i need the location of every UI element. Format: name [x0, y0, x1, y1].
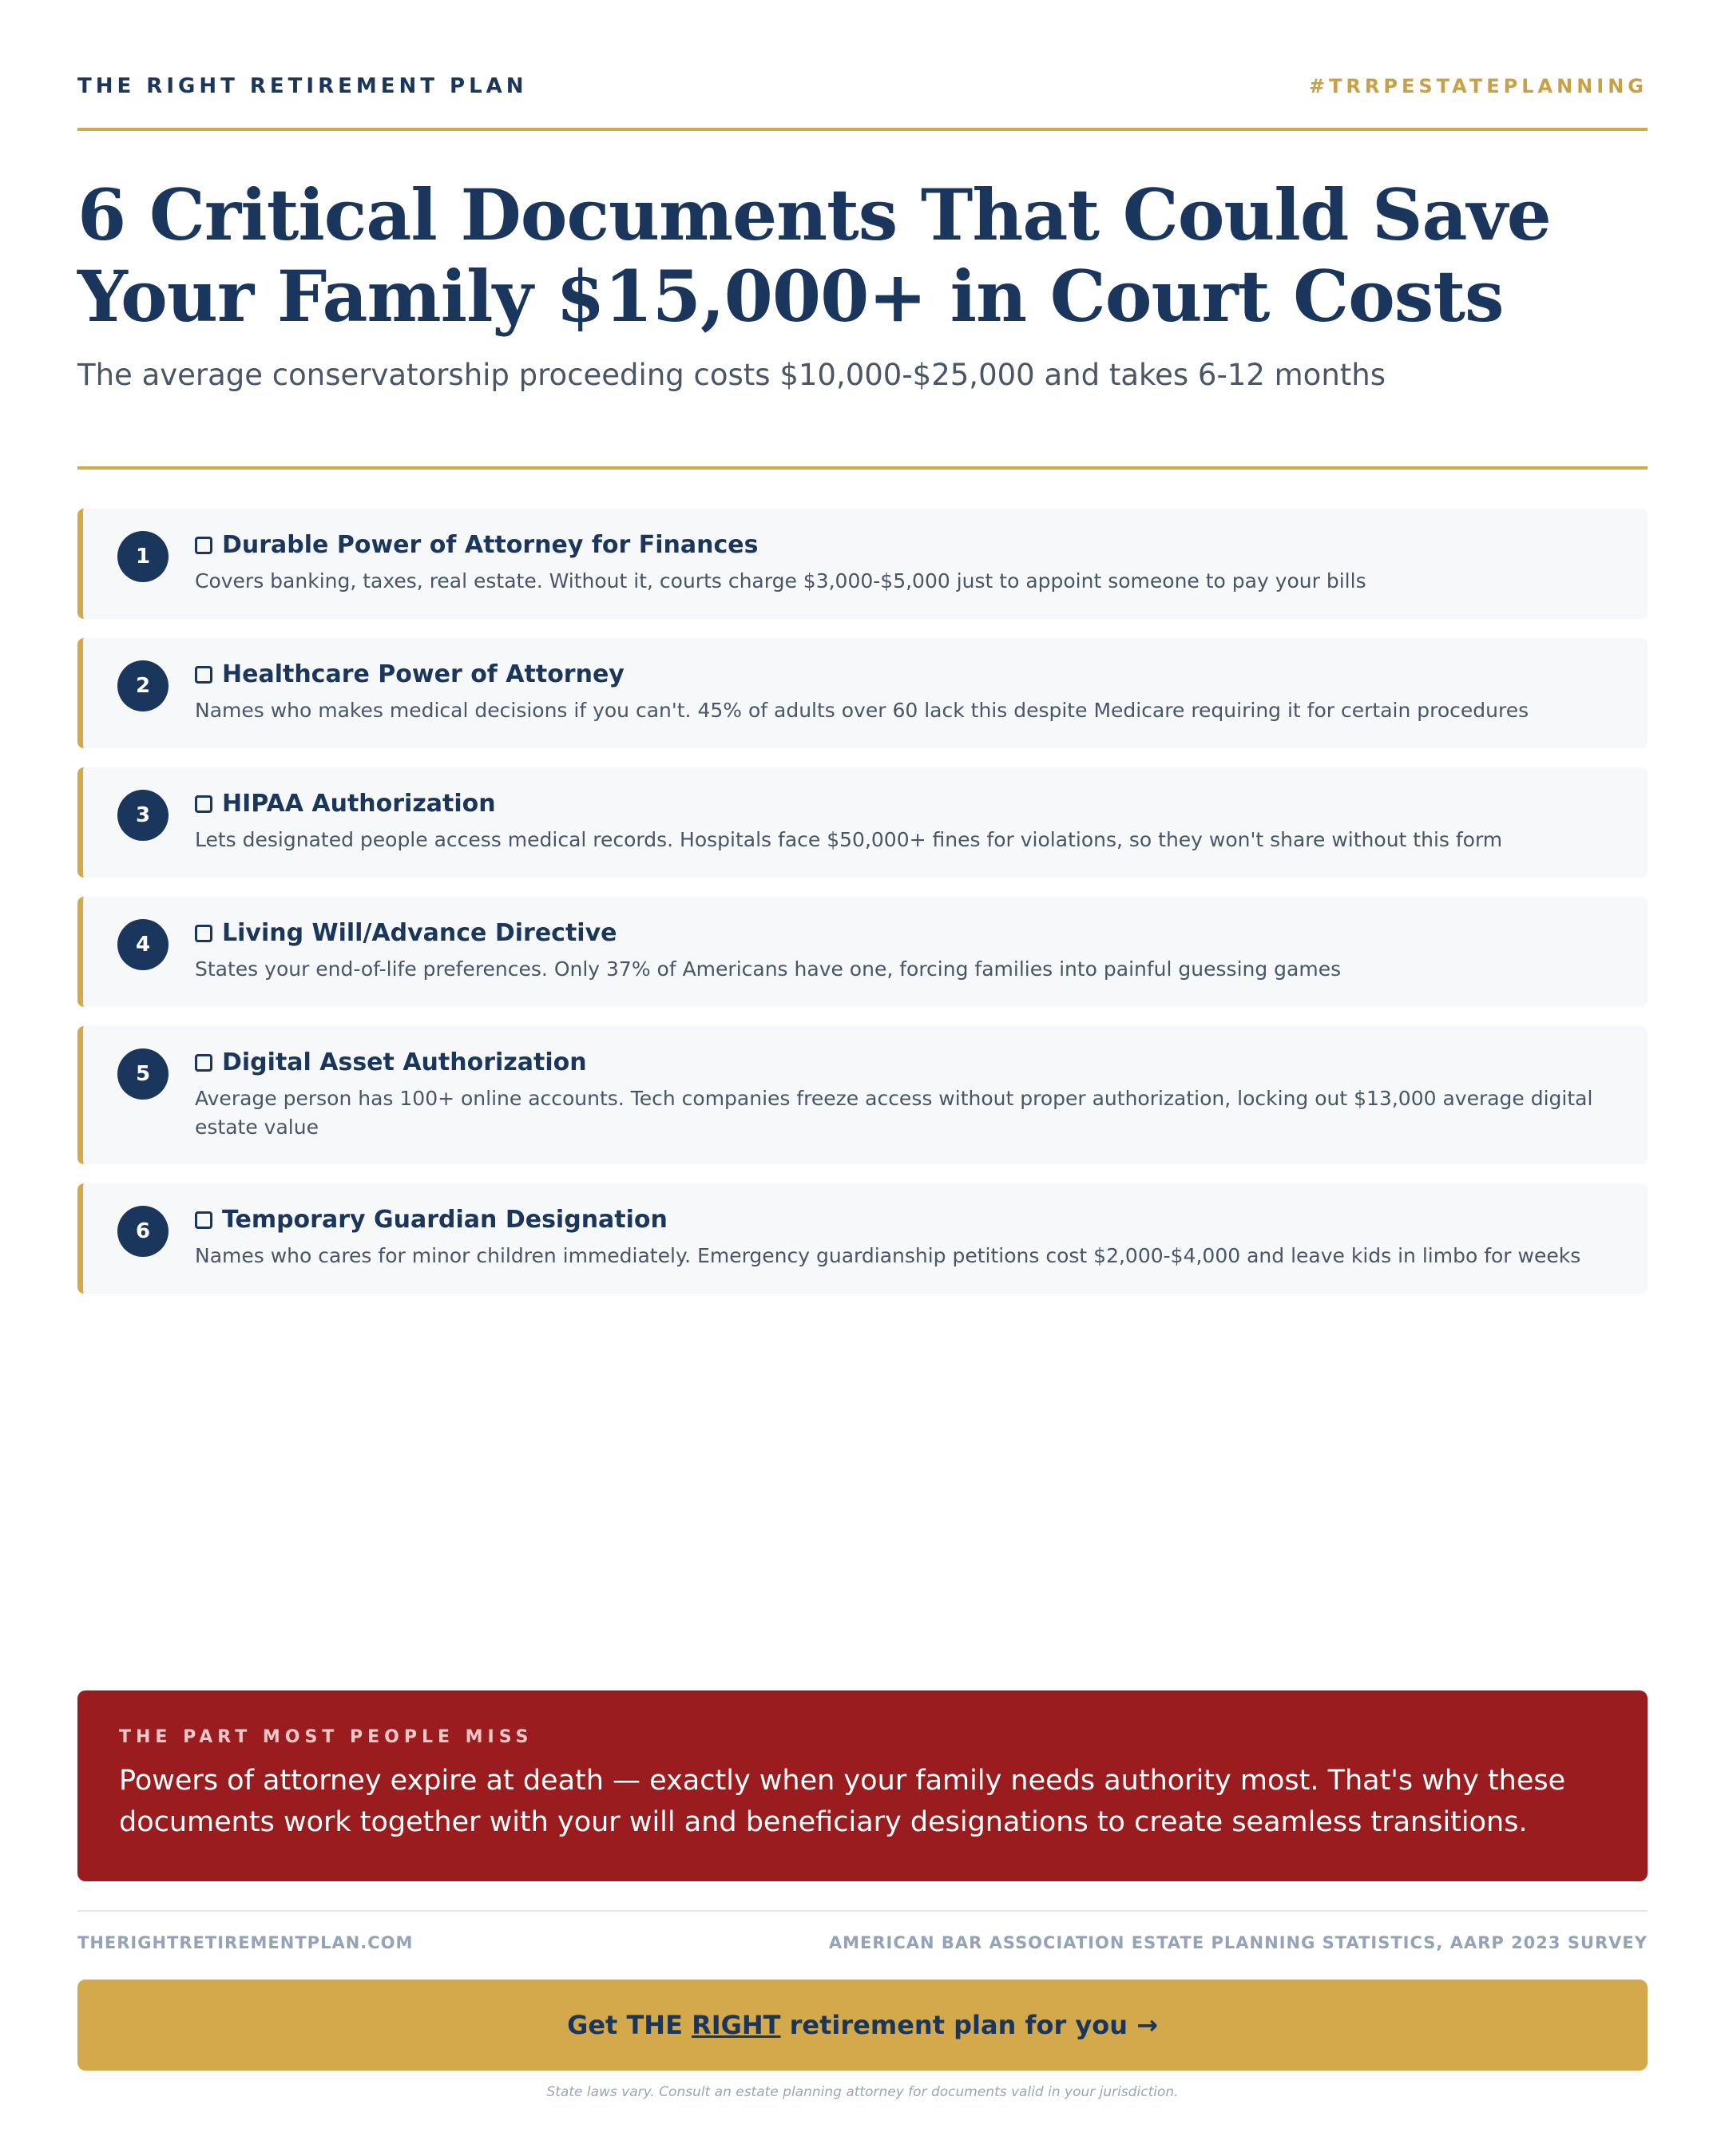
header-divider — [77, 128, 1648, 131]
item-number-badge: 1 — [117, 531, 169, 582]
brand-name: THE RIGHT RETIREMENT PLAN — [77, 74, 528, 98]
footer-bar — [77, 1933, 1648, 1952]
checkbox-icon — [195, 666, 212, 684]
source-citation: AMERICAN BAR ASSOCIATION ESTATE PLANNING STATISTICS, AARP 2023 SURVEY — [828, 1933, 1648, 1952]
item-title: Healthcare Power of Attorney — [222, 660, 625, 688]
item-description: Average person has 100+ online accounts. Tech companies freeze access without proper authorization, locking out $13,000 average digital estate value — [195, 1087, 1593, 1139]
document-item-6 — [77, 1183, 1648, 1294]
cta-label-emphasis: RIGHT — [692, 2010, 781, 2040]
item-header — [195, 531, 1616, 559]
item-number-badge: 6 — [117, 1206, 169, 1257]
section-divider — [77, 466, 1648, 470]
cta-label — [567, 2010, 1158, 2040]
item-header — [195, 790, 1616, 818]
document-item-2 — [77, 638, 1648, 748]
item-description: States your end-of-life preferences. Only 37% of Americans have one, forcing families into painful guessing games — [195, 957, 1342, 981]
item-header — [195, 919, 1616, 947]
item-number-badge: 5 — [117, 1048, 169, 1100]
item-title: Durable Power of Attorney for Finances — [222, 531, 759, 559]
item-title: HIPAA Authorization — [222, 790, 496, 818]
page-subtitle: The average conservatorship proceeding costs $10,000-$25,000 and takes 6-12 months — [77, 358, 1386, 392]
checkbox-icon — [195, 925, 212, 942]
item-description: Names who cares for minor children immediately. Emergency guardianship petitions cost $2,000-$4,000 and leave kids in limbo for weeks — [195, 1244, 1581, 1267]
document-item-1 — [77, 509, 1648, 619]
disclaimer-text: State laws vary. Consult an estate planning attorney for documents valid in your jurisdiction. — [546, 2084, 1179, 2100]
checkbox-icon — [195, 1211, 212, 1229]
document-item-5 — [77, 1026, 1648, 1164]
item-header — [195, 1048, 1616, 1076]
item-header — [195, 660, 1616, 688]
document-item-4 — [77, 897, 1648, 1007]
checkbox-icon — [195, 795, 212, 813]
cta-label-start: Get THE — [567, 2010, 692, 2040]
item-description: Lets designated people access medical records. Hospitals face $50,000+ fines for violations, so they won't share without this form — [195, 828, 1503, 851]
item-number-badge: 3 — [117, 790, 169, 841]
header-bar — [77, 70, 1648, 102]
document-item-3 — [77, 767, 1648, 878]
checkbox-icon — [195, 1054, 212, 1072]
document-list — [77, 509, 1648, 1313]
cta-label-end: retirement plan for you → — [780, 2010, 1158, 2040]
hashtag: #TRRPESTATEPLANNING — [1308, 75, 1648, 97]
item-title: Living Will/Advance Directive — [222, 919, 617, 947]
item-number-badge: 4 — [117, 919, 169, 970]
callout-box — [77, 1690, 1648, 1881]
item-description: Names who makes medical decisions if you can't. 45% of adults over 60 lack this despite Medicare requiring it for certain procedures — [195, 699, 1529, 722]
item-number-badge: 2 — [117, 660, 169, 711]
item-header — [195, 1206, 1616, 1234]
item-title: Temporary Guardian Designation — [222, 1206, 668, 1234]
item-description: Covers banking, taxes, real estate. Without it, courts charge $3,000-$5,000 just to appoint someone to pay your bills — [195, 569, 1366, 593]
cta-button[interactable] — [77, 1980, 1648, 2071]
item-title: Digital Asset Authorization — [222, 1048, 587, 1076]
footer-divider — [77, 1910, 1648, 1912]
page-title: 6 Critical Documents That Could Save Your Family $15,000+ in Court Costs — [77, 173, 1551, 338]
checkbox-icon — [195, 537, 212, 554]
website-link[interactable]: THERIGHTRETIREMENTPLAN.COM — [77, 1933, 414, 1952]
callout-label: THE PART MOST PEOPLE MISS — [119, 1727, 533, 1747]
callout-text: Powers of attorney expire at death — exactly when your family needs authority most. That's why these documents work together with your will and beneficiary designations to create seamless transitions. — [119, 1765, 1566, 1838]
